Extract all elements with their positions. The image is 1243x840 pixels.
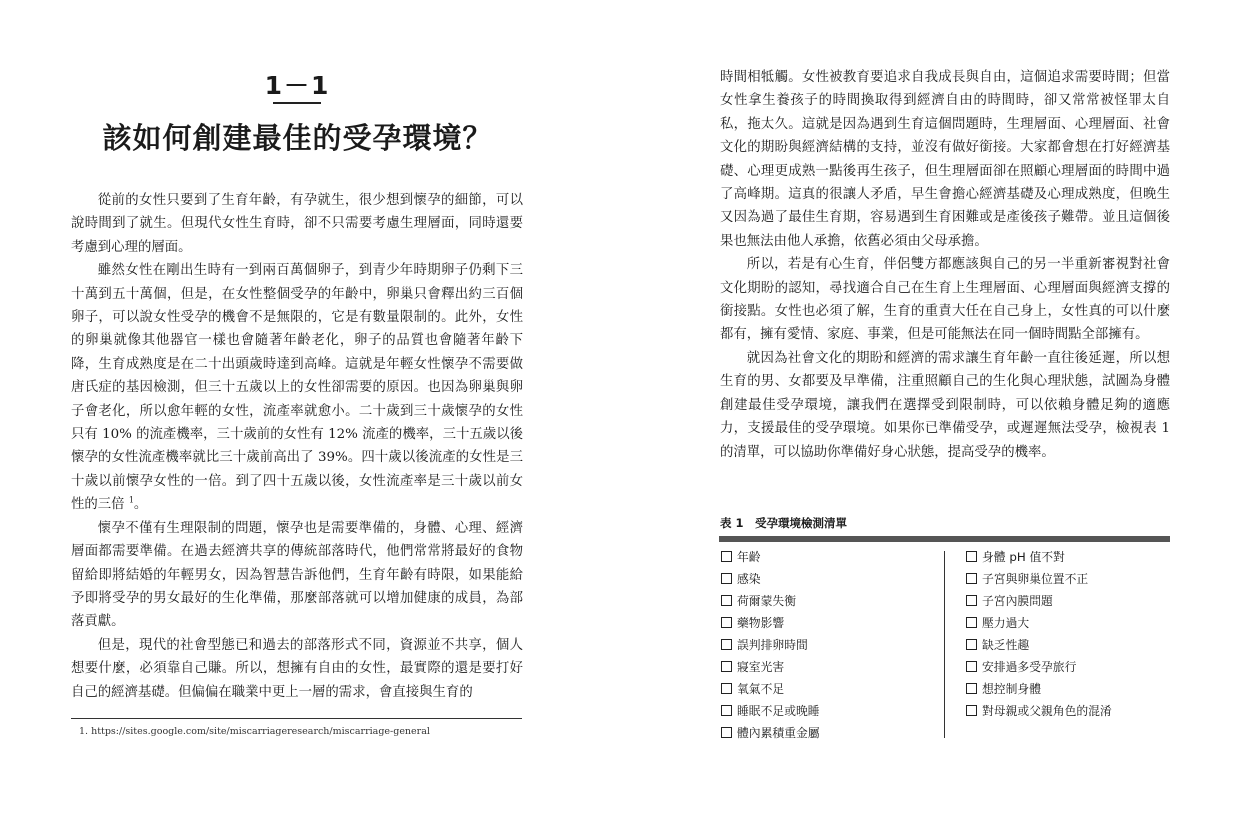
checklist-label: 誤判排卵時間 [737, 638, 808, 652]
checkbox-icon[interactable] [966, 639, 977, 650]
checklist-item [721, 615, 820, 637]
checkbox-icon[interactable] [721, 705, 732, 716]
checklist-item [721, 637, 820, 659]
checklist-item [966, 549, 1112, 571]
paragraph-text: 雖然女性在剛出生時有一到兩百萬個卵子，到青少年時期卵子仍剩下三十萬到五十萬個，但是，在女性整個受孕的年齡中，卵巢只會釋出約三百個卵子，可以說女性受孕的機會不是無限的，它是有數量限制的。此外，女性的卵巢就像其他器官一樣也會隨著年齡老化，卵子的品質也會隨著年齡下降，生育成熟度是在二十出頭歲時達到高峰。這就是年輕女性懷孕不需要做唐氏症的基因檢測，但三十五歲以上的女性卻需要的原因。也因為卵巢與卵子會老化，所以愈年輕的女性，流產率就愈小。二十歲到三十歲懷孕的女性只有 10% 的流產機率，三十歲前的女性有 12% 流產的機率，三十五歲以後懷孕的女性流產機率就比三十歲前高出了 39%。四十歲以後流產的女性是三十歲以前懷孕女性的一倍。到了四十五歲以後，女性流產率是三十歲以前女性的三倍 [71, 263, 523, 513]
table-column-divider [944, 551, 945, 738]
chapter-title: 該如何創建最佳的受孕環境？ [102, 121, 493, 155]
checklist-item [721, 725, 820, 747]
checklist-label: 寢室光害 [737, 660, 785, 674]
checklist-label: 感染 [737, 572, 761, 586]
checklist-label: 子宮內膜問題 [982, 594, 1053, 608]
checklist-label: 對母親或父親角色的混淆 [982, 704, 1112, 718]
checklist-column-1 [721, 549, 820, 747]
checklist-label: 氧氣不足 [737, 682, 785, 696]
checkbox-icon[interactable] [721, 617, 732, 628]
checkbox-icon[interactable] [721, 573, 732, 584]
checklist-label: 體內累積重金屬 [737, 726, 820, 740]
paragraph: 雖然女性在剛出生時有一到兩百萬個卵子，到青少年時期卵子仍剩下三十萬到五十萬個，但是，在女性整個受孕的年齡中，卵巢只會釋出約三百個卵子，可以說女性受孕的機會不是無限的，它是有數量限制的。此外，女性的卵巢就像其他器官一樣也會隨著年齡老化，卵子的品質也會隨著年齡下降，生育成熟度是在二十出頭歲時達到高峰。這就是年輕女性懷孕不需要做唐氏症的基因檢測，但三十五歲以上的女性卻需要的原因。也因為卵巢與卵子會老化，所以愈年輕的女性，流產率就愈小。二十歲到三十歲懷孕的女性只有 10% 的流產機率，三十歲前的女性有 12% 流產的機率，三十五歲以後懷孕的女性流產機率就比三十歲前高出了 39%。四十歲以後流產的女性是三十歲以前懷孕女性的一倍。到了四十五歲以後，女性流產率是三十歲以前女性的三倍 $^1$。 [71, 263, 523, 513]
paragraph: 懷孕不僅有生理限制的問題，懷孕也是需要準備的，身體、心理、經濟層面都需要準備。在過去經濟共享的傳統部落時代，他們常常將最好的食物留給即將結婚的年輕男女，因為智慧告訴他們，生育年齡有時限，如果能給予即將受孕的男女最好的生化準備，那麼部落就可以增加健康的成員，為部落貢獻。 [71, 520, 523, 630]
checklist-item [721, 549, 820, 571]
footnote-marker: 1 [128, 495, 134, 505]
checkbox-icon[interactable] [966, 551, 977, 562]
checkbox-icon[interactable] [721, 551, 732, 562]
checkbox-icon[interactable] [966, 573, 977, 584]
checklist-label: 子宮與卵巢位置不正 [982, 572, 1089, 586]
checklist-item [721, 593, 820, 615]
checklist-item [721, 571, 820, 593]
table-caption: 表 1 受孕環境檢測清單 [720, 516, 848, 530]
checklist-label: 身體 pH 值不對 [982, 550, 1065, 564]
checkbox-icon[interactable] [721, 639, 732, 650]
checkbox-icon[interactable] [966, 661, 977, 672]
footnote: 1. https://sites.google.com/site/miscarriageresearch/miscarriage-general [79, 726, 430, 737]
checklist-label: 睡眠不足或晚睡 [737, 704, 820, 718]
checklist-column-2 [966, 549, 1112, 725]
checklist-label: 壓力過大 [982, 616, 1030, 630]
paragraph: 就因為社會文化的期盼和經濟的需求讓生育年齡一直往後延遲，所以想生育的男、女都要及早準備，注重照顧自己的生化與心理狀態，試圖為身體創建最佳受孕環境，讓我們在選擇受到限制時，可以依賴身體足夠的適應力，支援最佳的受孕環境。如果你已準備受孕，或遲遲無法受孕，檢視表 1 的清單，可以協助你準備好身心狀態，提高受孕的機率。 [720, 350, 1170, 460]
checkbox-icon[interactable] [966, 595, 977, 606]
paragraph: 時間相牴觸。女性被教育要追求自我成長與自由，這個追求需要時間；但當女性拿生養孩子的時間換取得到經濟自由的時間時，卻又常常被怪罪太自私，拖太久。這就是因為遇到生育這個問題時，生理層面、心理層面、社會文化的期盼與經濟結構的支持，並沒有做好銜接。大家都會想在打好經濟基礎、心理更成熟一點後再生孩子，但生理層面卻在照顧心理層面的時間中過了高峰期。這真的很讓人矛盾，早生會擔心經濟基礎及心理成熟度，但晚生又因為過了最佳生育期，容易遇到生育困難或是產後孩子難帶。並且這個後果也無法由他人承擔，依舊必須由父母承擔。 [720, 70, 1170, 249]
checklist-item [721, 681, 820, 703]
checklist-item [966, 681, 1112, 703]
checklist-item [721, 659, 820, 681]
chapter-underline [273, 102, 321, 104]
checklist-item [966, 659, 1112, 681]
paragraph: 所以，若是有心生育，伴侶雙方都應該與自己的另一半重新審視對社會文化期盼的認知，尋找適合自己在生育上生理層面、心理層面與經濟支撐的銜接點。女性也必須了解，生育的重責大任在自己身上，女性真的可以什麼都有，擁有愛情、家庭、事業，但是可能無法在同一個時間點全部擁有。 [720, 257, 1170, 343]
checklist-item [721, 703, 820, 725]
checklist-label: 缺乏性趣 [982, 638, 1030, 652]
checkbox-icon[interactable] [966, 617, 977, 628]
checklist-item [966, 637, 1112, 659]
checklist-label: 荷爾蒙失衡 [737, 594, 796, 608]
footnote-divider [71, 718, 522, 719]
checklist-item [966, 703, 1112, 725]
checkbox-icon[interactable] [966, 683, 977, 694]
checklist-label: 想控制身體 [982, 682, 1041, 696]
checkbox-icon[interactable] [721, 661, 732, 672]
table-header-bar [719, 536, 1170, 542]
paragraph: 但是，現代的社會型態已和過去的部落形式不同，資源並不共享，個人想要什麼，必須靠自己賺。所以，想擁有自由的女性，最實際的還是要打好自己的經濟基礎。但偏偏在職業中更上一層的需求，會直接與生育的 [71, 637, 523, 700]
checkbox-icon[interactable] [966, 705, 977, 716]
left-body-text [71, 189, 523, 704]
checkbox-icon[interactable] [721, 595, 732, 606]
chapter-number: 1－1 [264, 71, 331, 100]
right-body-text [720, 66, 1170, 464]
checklist-item [966, 593, 1112, 615]
checklist-label: 藥物影響 [737, 616, 785, 630]
checklist-item [966, 571, 1112, 593]
checklist-item [966, 615, 1112, 637]
paragraph: 從前的女性只要到了生育年齡，有孕就生，很少想到懷孕的細節，可以說時間到了就生。但現代女性生育時，卻不只需要考慮生理層面，同時還要考慮到心理的層面。 [71, 193, 523, 255]
checkbox-icon[interactable] [721, 683, 732, 694]
checklist-label: 年齡 [737, 550, 761, 564]
checkbox-icon[interactable] [721, 727, 732, 738]
checklist-label: 安排過多受孕旅行 [982, 660, 1077, 674]
